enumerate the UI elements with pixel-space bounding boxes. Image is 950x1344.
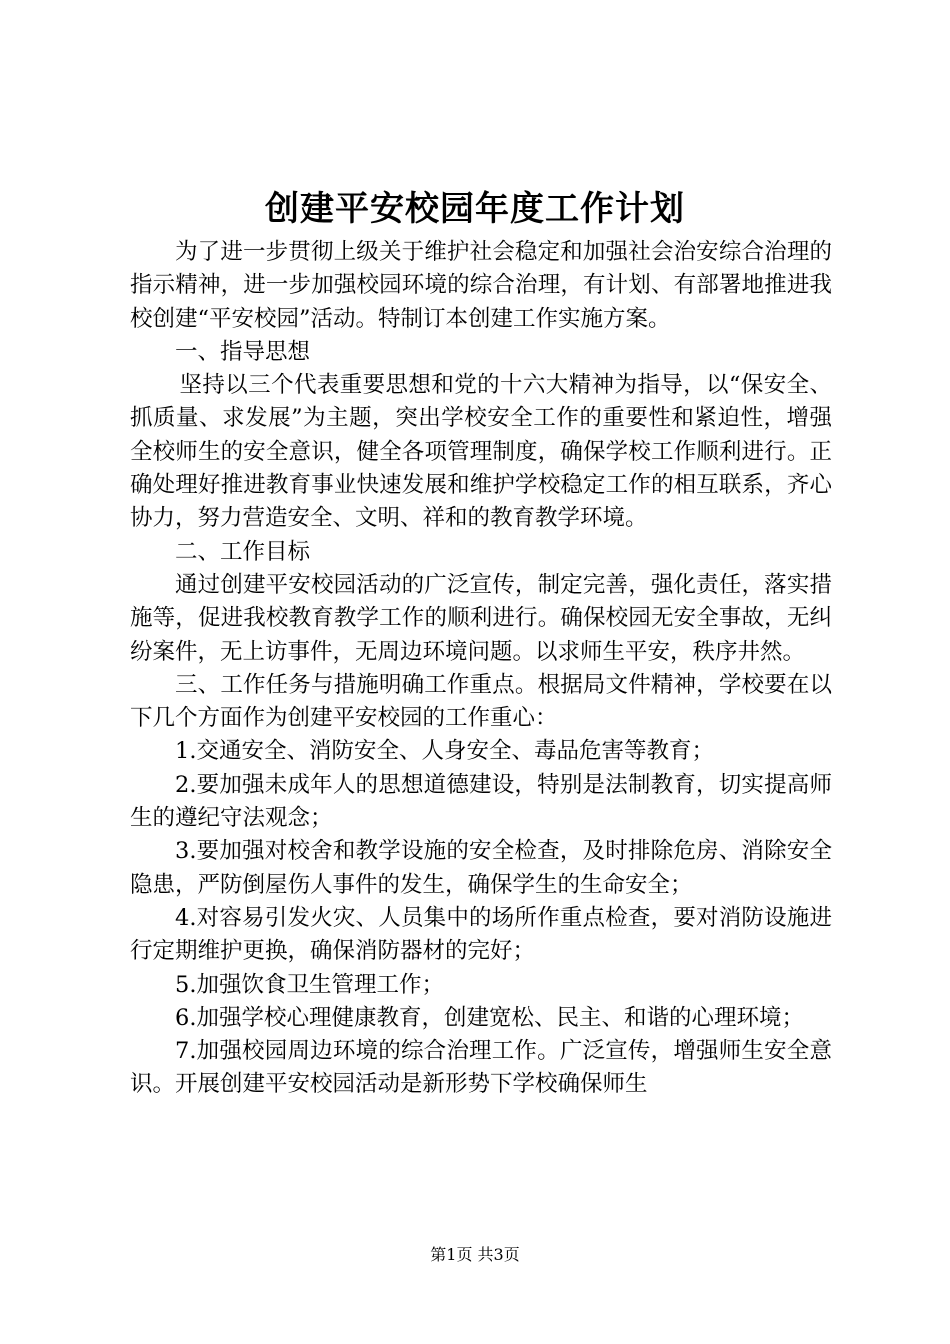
paragraph-work-goals: 通过创建平安校园活动的广泛宣传，制定完善，强化责任，落实措施等，促进我校教育教学工作的顺利进行。确保校园无安全事故，无纠纷案件，无上访事件，无周边环境问题。以求师生平安，秩序井然。 [130,571,832,665]
list-item-7: 7.加强校园周边环境的综合治理工作。广泛宣传，增强师生安全意识。开展创建平安校园活动是新形势下学校确保师生 [130,1038,832,1098]
document-title: 创建平安校园年度工作计划 [265,189,685,229]
paragraph-tasks-measures: 三、工作任务与措施明确工作重点。根据局文件精神，学校要在以下几个方面作为创建平安校园的工作重心： [130,671,832,732]
paragraph-guiding-ideology: 坚持以三个代表重要思想和党的十六大精神为指导，以“保安全、抓质量、求发展”为主题，突出学校安全工作的重要性和紧迫性，增强全校师生的安全意识，健全各项管理制度，确保学校工作顺利进行。正确处理好推进教育事业快速发展和维护学校稳定工作的相互联系，齐心协力，努力营造安全、文明、祥和的教育教学环境。 [130,372,832,532]
paragraph-intro: 为了进一步贯彻上级关于维护社会稳定和加强社会治安综合治理的指示精神，进一步加强校园环境的综合治理，有计划、有部署地推进我校创建“平安校园”活动。特制订本创建工作实施方案。 [130,239,832,332]
heading-guiding-ideology: 一、指导思想 [175,338,311,365]
list-item-3: 3.要加强对校舍和教学设施的安全检查，及时排除危房、消除安全隐患，严防倒屋伤人事件的发生，确保学生的生命安全； [130,838,832,898]
list-item-6: 6.加强学校心理健康教育，创建宽松、民主、和谐的心理环境； [175,1004,804,1031]
heading-work-goals: 二、工作目标 [175,538,311,565]
list-item-4: 4.对容易引发火灾、人员集中的场所作重点检查，要对消防设施进行定期维护更换，确保消防器材的完好； [130,904,832,965]
page-footer: 第1页 共3页 [430,1245,520,1264]
list-item-5: 5.加强饮食卫生管理工作； [175,971,444,998]
list-item-1: 1.交通安全、消防安全、人身安全、毒品危害等教育； [175,738,714,765]
list-item-2: 2.要加强未成年人的思想道德建设，特别是法制教育，切实提高师生的遵纪守法观念； [130,771,832,832]
document-body [130,236,832,1102]
